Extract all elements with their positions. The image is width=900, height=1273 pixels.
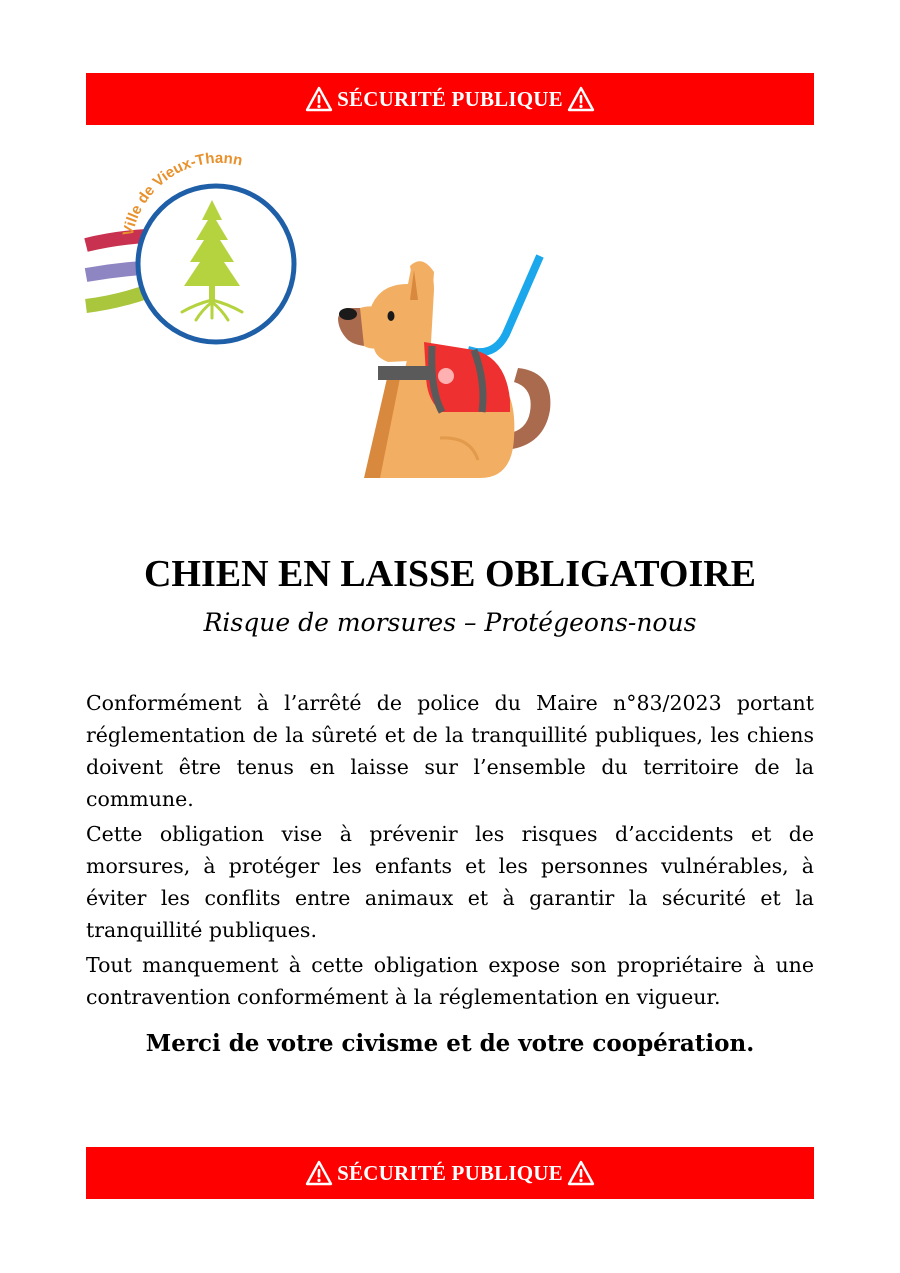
bottom-banner-text: SÉCURITÉ PUBLIQUE: [337, 1160, 563, 1185]
page-title: CHIEN EN LAISSE OBLIGATOIRE: [143, 553, 757, 595]
top-banner: [86, 73, 814, 125]
warning-icon: [305, 86, 333, 112]
thanks-message: Merci de votre civisme et de votre coopération.: [145, 1030, 755, 1057]
page-subtitle: Risque de morsures – Protégeons-nous: [203, 608, 697, 637]
warning-icon: [567, 1160, 595, 1186]
warning-icon: [567, 86, 595, 112]
warning-icon: [305, 1160, 333, 1186]
paragraph-penalty: Tout manquement à cette obligation expose son propriétaire à une contravention conformément à la réglementation en vigueur.: [86, 953, 814, 1009]
bottom-banner: [86, 1147, 814, 1199]
paragraph-regulation: Conformément à l’arrêté de police du Maire n°83/2023 portant réglementation de la sûreté et de la tranquillité publiques, les chiens doivent être tenus en laisse sur l’ensemble du territoire de la commune.: [86, 691, 814, 811]
top-banner-text: SÉCURITÉ PUBLIQUE: [337, 86, 563, 111]
logo-text: Ville de Vieux-Thann: [119, 150, 245, 238]
town-logo: [84, 150, 304, 345]
dog-with-harness-and-leash-icon: [330, 250, 560, 485]
paragraph-purpose: Cette obligation vise à prévenir les risques d’accidents et de morsures, à protéger les enfants et les personnes vulnérables, à éviter les conflits entre animaux et à garantir la sécurité et la tranquillité publiques.: [86, 822, 814, 942]
